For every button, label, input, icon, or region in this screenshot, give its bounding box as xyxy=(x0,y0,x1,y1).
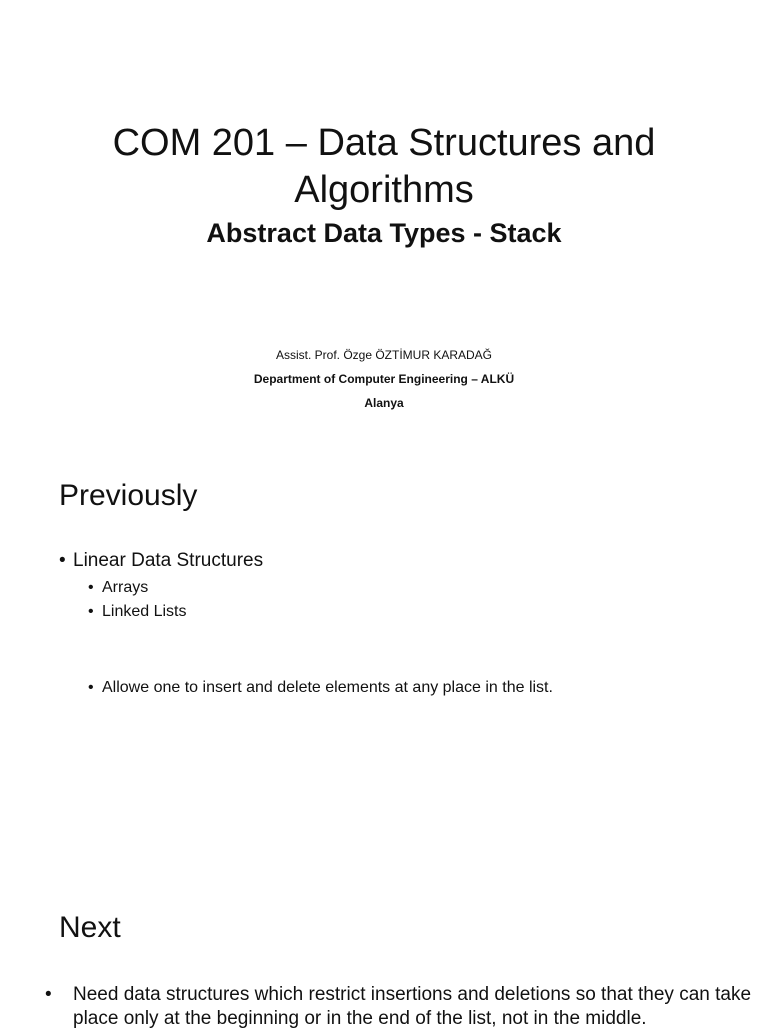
title-slide xyxy=(0,0,768,432)
author-department: Department of Computer Engineering – ALKÜ xyxy=(253,372,515,386)
bullet-icon: • xyxy=(59,550,66,571)
slide-title-line-2: Algorithms xyxy=(294,169,474,211)
bullet-icon: • xyxy=(45,984,52,1005)
bullet-item xyxy=(59,549,263,573)
bullet-text: Arrays xyxy=(102,579,149,596)
bullet-text: Linear Data Structures xyxy=(73,550,264,571)
bullet-icon: • xyxy=(88,603,94,620)
slide-title-line-1: COM 201 – Data Structures and xyxy=(112,122,656,164)
author-city: Alanya xyxy=(364,396,404,410)
sub-bullet-item xyxy=(88,677,553,699)
slide-title xyxy=(0,120,768,214)
author-block xyxy=(0,343,768,415)
bullet-text: Linked Lists xyxy=(102,603,187,620)
slide-heading: Previously xyxy=(59,479,198,512)
bullet-icon: • xyxy=(88,679,94,696)
bullet-text: Allowe one to insert and delete elements at any place in the list. xyxy=(102,679,553,696)
next-slide xyxy=(0,864,768,1029)
bullet-text: Need data structures which restrict insertions and deletions so that they can take place only at the beginning or in the end of the list, not in the middle. xyxy=(73,984,752,1029)
sub-bullet-item xyxy=(88,577,148,599)
sub-bullet-item xyxy=(88,601,187,623)
author-name: Assist. Prof. Özge ÖZTİMUR KARADAĞ xyxy=(275,348,493,362)
slide-subtitle: Abstract Data Types - Stack xyxy=(206,218,562,248)
bullet-icon: • xyxy=(88,579,94,596)
previously-slide xyxy=(0,432,768,864)
slide-heading: Next xyxy=(59,911,121,944)
